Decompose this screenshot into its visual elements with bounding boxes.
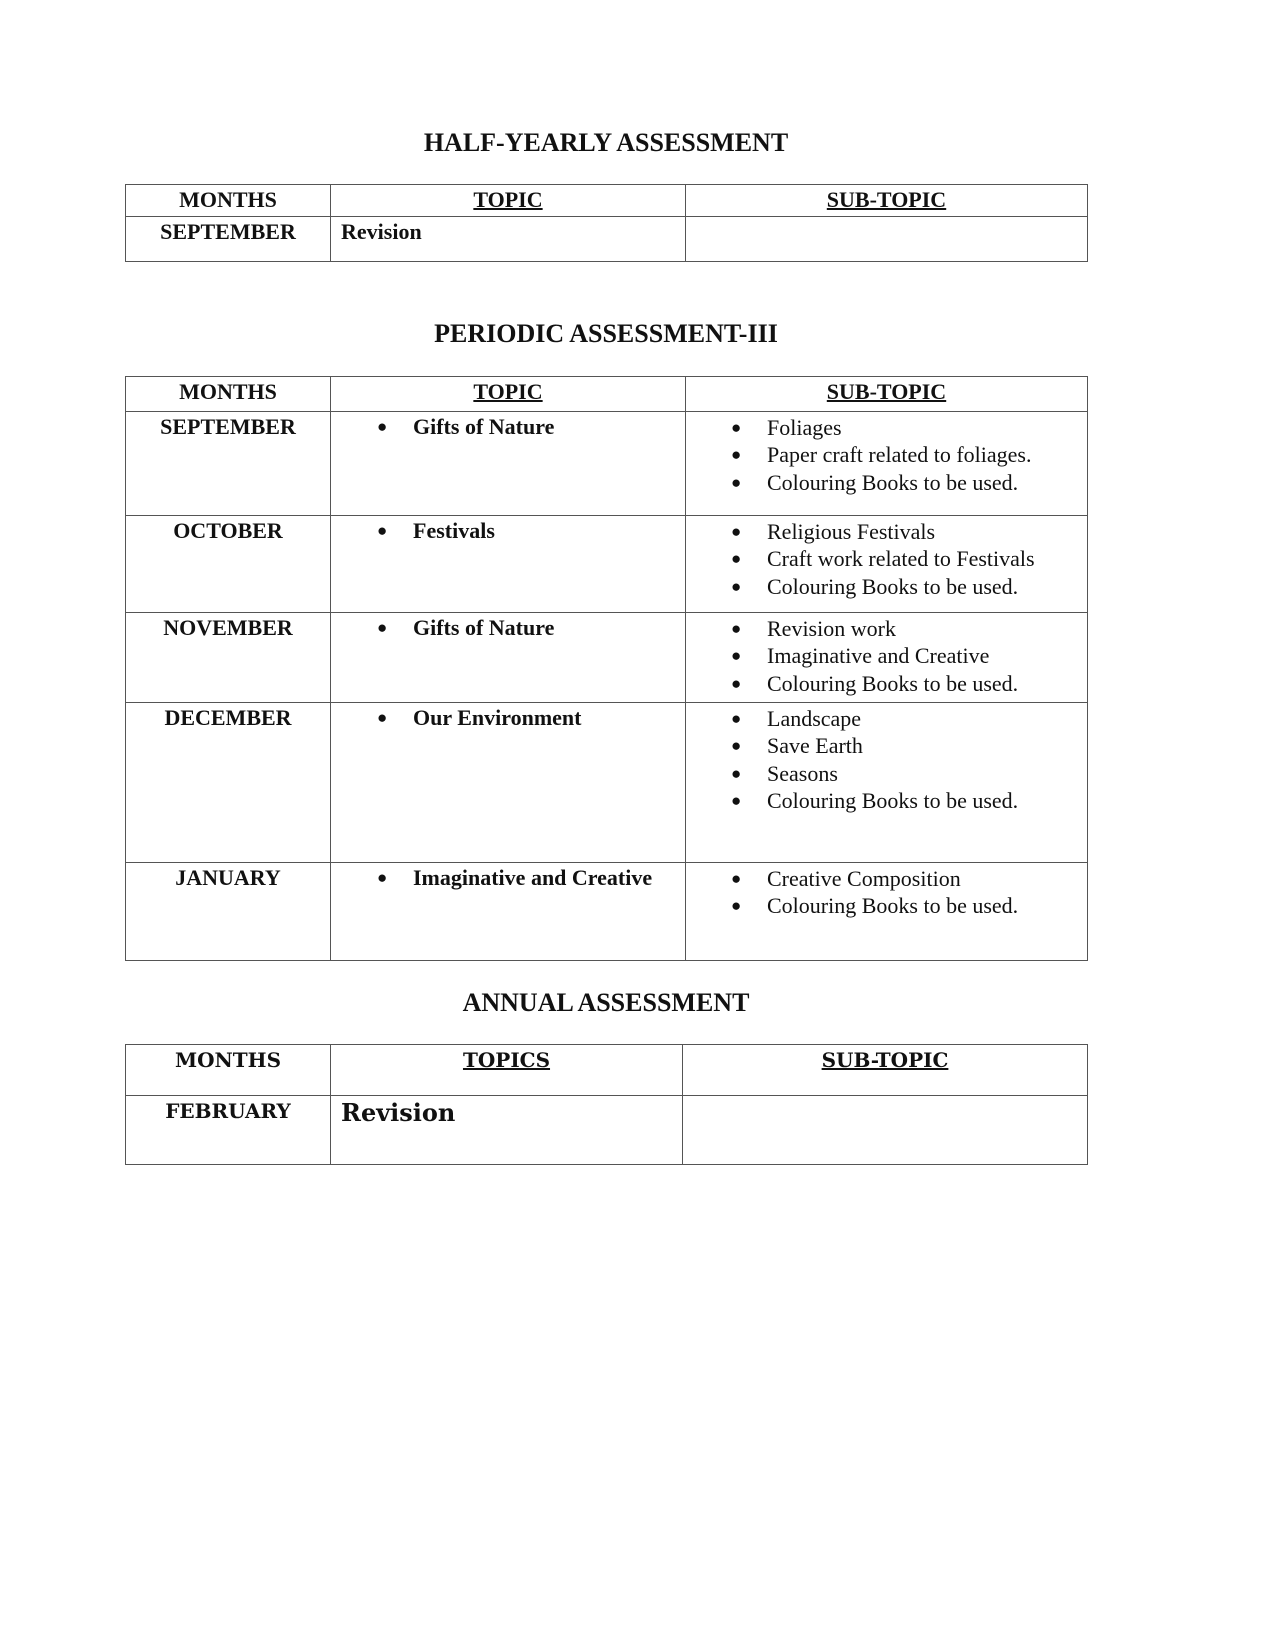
sub-topic-cell xyxy=(686,516,1088,613)
topic-item: ● Festivals xyxy=(331,518,685,544)
header-topics-label: TOPICS xyxy=(462,1048,551,1072)
sub-topic-item: ● Colouring Books to be used. xyxy=(686,787,1087,814)
table-row xyxy=(126,516,1088,613)
header-months: MONTHS xyxy=(126,185,331,217)
annual-assessment-table xyxy=(125,1044,1088,1165)
sub-topic-cell xyxy=(686,863,1088,961)
topic-cell xyxy=(331,613,686,703)
topic-item: ● Gifts of Nature xyxy=(331,615,685,641)
sub-topic-item: ● Landscape xyxy=(686,705,1087,732)
header-months: MONTHS xyxy=(126,1045,331,1096)
header-sub-topic xyxy=(686,185,1088,217)
sub-topic-item: ● Colouring Books to be used. xyxy=(686,573,1087,600)
header-sub-topic xyxy=(683,1045,1088,1096)
topic-cell xyxy=(331,516,686,613)
table-row xyxy=(126,863,1088,961)
header-sub-topic-label: SUB-TOPIC xyxy=(821,1048,949,1072)
sub-topic-cell xyxy=(686,217,1088,262)
sub-topic-cell xyxy=(686,613,1088,703)
table-row xyxy=(126,1096,1088,1165)
table-row xyxy=(126,412,1088,516)
month-cell: OCTOBER xyxy=(126,516,331,613)
sub-topic-item: ● Foliages xyxy=(686,414,1087,441)
header-topic xyxy=(331,185,686,217)
topic-text: Revision xyxy=(341,1098,456,1127)
sub-topic-item: ● Revision work xyxy=(686,615,1087,642)
sub-topic-item: ● Religious Festivals xyxy=(686,518,1087,545)
sub-topic-item: ● Craft work related to Festivals xyxy=(686,545,1087,572)
header-sub-topic-label: SUB-TOPIC xyxy=(826,187,947,212)
header-topic xyxy=(331,377,686,412)
sub-topic-cell xyxy=(683,1096,1088,1165)
header-topics xyxy=(331,1045,683,1096)
half-yearly-table xyxy=(125,184,1088,262)
header-sub-topic-label: SUB-TOPIC xyxy=(826,379,947,404)
periodic-assessment-title: PERIODIC ASSESSMENT-III xyxy=(434,319,778,348)
half-yearly-title: HALF-YEARLY ASSESSMENT xyxy=(423,128,789,157)
periodic-assessment-table xyxy=(125,376,1088,961)
sub-topic-item: ● Creative Composition xyxy=(686,865,1087,892)
table-row xyxy=(126,613,1088,703)
header-topic-label: TOPIC xyxy=(473,187,543,212)
sub-topic-item: ● Save Earth xyxy=(686,732,1087,759)
sub-topic-cell xyxy=(686,703,1088,863)
topic-cell xyxy=(331,863,686,961)
sub-topic-item: ● Colouring Books to be used. xyxy=(686,892,1087,919)
table-row xyxy=(126,217,1088,262)
month-cell: DECEMBER xyxy=(126,703,331,863)
topic-cell xyxy=(331,412,686,516)
topic-item: ● Imaginative and Creative xyxy=(331,865,685,891)
topic-cell xyxy=(331,217,686,262)
sub-topic-item: ● Paper craft related to foliages. xyxy=(686,441,1087,468)
table-row xyxy=(126,703,1088,863)
header-topic-label: TOPIC xyxy=(473,379,543,404)
annual-assessment-title: ANNUAL ASSESSMENT xyxy=(462,988,750,1017)
topic-item: ● Gifts of Nature xyxy=(331,414,685,440)
month-cell: FEBRUARY xyxy=(126,1096,331,1165)
sub-topic-item: ● Seasons xyxy=(686,760,1087,787)
topic-cell xyxy=(331,1096,683,1165)
topic-cell xyxy=(331,703,686,863)
month-cell: SEPTEMBER xyxy=(126,217,331,262)
header-months: MONTHS xyxy=(126,377,331,412)
sub-topic-item: ● Colouring Books to be used. xyxy=(686,469,1087,496)
sub-topic-cell xyxy=(686,412,1088,516)
sub-topic-item: ● Imaginative and Creative xyxy=(686,642,1087,669)
month-cell: NOVEMBER xyxy=(126,613,331,703)
topic-item: ● Our Environment xyxy=(331,705,685,731)
sub-topic-item: ● Colouring Books to be used. xyxy=(686,670,1087,697)
month-cell: SEPTEMBER xyxy=(126,412,331,516)
topic-text: Revision xyxy=(341,219,422,244)
month-cell: JANUARY xyxy=(126,863,331,961)
header-sub-topic xyxy=(686,377,1088,412)
